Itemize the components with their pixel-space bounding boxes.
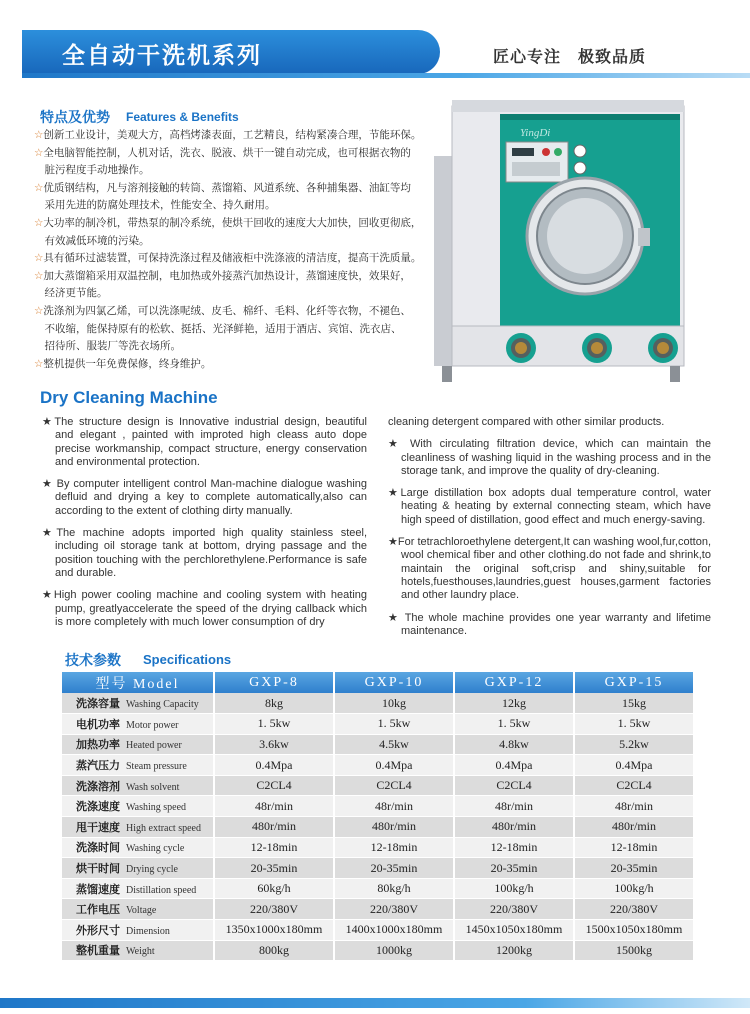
spec-value-cell: 12-18min	[574, 837, 694, 858]
spec-value-cell: 1. 5kw	[574, 714, 694, 735]
star-icon: ☆	[34, 304, 44, 317]
spec-value-cell: C2CL4	[214, 775, 334, 796]
spec-value-cell: 20-35min	[334, 858, 454, 879]
spec-label-en: Wash solvent	[126, 781, 180, 793]
spec-value-cell: 20-35min	[454, 858, 574, 879]
features-list	[34, 127, 434, 373]
table-row	[62, 693, 694, 714]
dry-cleaning-machine-image	[430, 96, 695, 391]
feature-text: 优质钢结构，凡与溶剂接触的转筒、蒸馏箱、风道系统、各种捕集器、油缸等均	[43, 181, 411, 194]
spec-value-cell: 12-18min	[214, 837, 334, 858]
spec-value-cell: 480r/min	[334, 817, 454, 838]
spec-label-cell	[62, 878, 214, 899]
spec-value-cell: 1350x1000x180mm	[214, 920, 334, 941]
features-title-cn: 特点及优势	[40, 110, 110, 126]
table-row	[62, 837, 694, 858]
feature-text: 有效减低环境的污染。	[34, 234, 150, 247]
table-row	[62, 775, 694, 796]
spec-label-cn: 洗涤溶剂	[76, 779, 120, 793]
feature-text: 脏污程度手动地操作。	[34, 164, 150, 177]
spec-header-cell: 型号 Model	[62, 672, 214, 693]
feature-line	[34, 180, 434, 198]
feature-text: 全电脑智能控制，人机对话，洗衣、脱液、烘干一键自动完成，也可根据衣物的	[43, 146, 411, 159]
spec-label-cell	[62, 920, 214, 941]
table-row	[62, 817, 694, 838]
page-title: 全自动干洗机系列	[62, 43, 262, 69]
table-row	[62, 878, 694, 899]
table-row	[62, 940, 694, 961]
spec-value-cell: 220/380V	[574, 899, 694, 920]
table-row	[62, 899, 694, 920]
spec-label-cell	[62, 796, 214, 817]
feature-line	[34, 285, 434, 303]
table-row	[62, 734, 694, 755]
machine-brand: YingDi	[520, 127, 551, 139]
english-paragraph: ★ By computer intelligent control Man-machine dialogue washing defluid and drying a key to complete automatically,also can according to the extent of clothing dirty manually.	[42, 478, 367, 517]
spec-value-cell: 0.4Mpa	[574, 755, 694, 776]
spec-label-cn: 洗涤时间	[76, 841, 120, 855]
english-column-right	[388, 416, 711, 647]
spec-value-cell: 5.2kw	[574, 734, 694, 755]
spec-label-cn: 整机重量	[76, 944, 120, 958]
spec-label-en: Dimension	[126, 925, 170, 937]
star-icon: ☆	[34, 357, 44, 370]
spec-label-cell	[62, 755, 214, 776]
star-icon: ☆	[34, 252, 44, 265]
table-row	[62, 796, 694, 817]
spec-value-cell: 220/380V	[334, 899, 454, 920]
spec-value-cell: 20-35min	[214, 858, 334, 879]
spec-label-cell	[62, 693, 214, 714]
spec-label-cell	[62, 940, 214, 961]
feature-line	[34, 250, 434, 268]
spec-value-cell: 80kg/h	[334, 878, 454, 899]
spec-value-cell: 480r/min	[454, 817, 574, 838]
spec-label-cell	[62, 899, 214, 920]
feature-text: 加大蒸馏箱采用双温控制，电加热或外接蒸汽加热设计，蒸馏速度快，效果好，	[43, 269, 411, 282]
footer-stripe	[0, 998, 750, 1008]
spec-value-cell: 220/380V	[454, 899, 574, 920]
feature-text: 洗涤剂为四氯乙烯，可以洗涤呢绒、皮毛、棉纤、毛料、化纤等衣物，不褪色、	[43, 304, 411, 317]
spec-value-cell: 1500x1050x180mm	[574, 920, 694, 941]
spec-label-cn: 烘干时间	[76, 862, 120, 876]
spec-label-cell	[62, 734, 214, 755]
feature-text: 不收缩，能保持原有的松软、挺括、光泽鲜艳，适用于酒店、宾馆、洗衣店、	[34, 322, 402, 335]
specs-title-cn: 技术参数	[65, 653, 121, 669]
spec-label-cn: 电机功率	[76, 717, 120, 731]
spec-value-cell: 48r/min	[454, 796, 574, 817]
header-stripe	[22, 73, 750, 78]
spec-value-cell: 60kg/h	[214, 878, 334, 899]
english-column-left	[42, 416, 367, 638]
spec-label-en: Washing Capacity	[126, 699, 199, 711]
spec-label-cell	[62, 837, 214, 858]
star-icon: ☆	[34, 129, 44, 141]
english-paragraph: ★The structure design is Innovative industrial design, beautiful and elegant , painted with improted high cleass auto dope precise workmanship, compact structure, energy conservation and environmental protection.	[42, 416, 367, 468]
table-row	[62, 858, 694, 879]
feature-text: 创新工业设计，美观大方，高档烤漆表面，工艺精良，结构紧凑合理，节能环保。	[43, 129, 422, 141]
table-row	[62, 920, 694, 941]
spec-value-cell: 1. 5kw	[334, 714, 454, 735]
feature-line	[34, 356, 434, 374]
spec-value-cell: 4.5kw	[334, 734, 454, 755]
feature-line	[34, 233, 434, 251]
spec-header-cell: GXP-10	[334, 672, 454, 693]
table-row	[62, 714, 694, 735]
spec-value-cell: 4.8kw	[454, 734, 574, 755]
feature-text: 采用先进的防腐处理技术，性能安全、持久耐用。	[34, 199, 276, 212]
feature-text: 整机提供一年免费保修，终身维护。	[43, 357, 212, 370]
spec-label-en: Heated power	[126, 740, 182, 752]
spec-value-cell: 12-18min	[334, 837, 454, 858]
feature-text: 招待所、服装厂等洗衣场所。	[34, 340, 181, 353]
spec-label-cell	[62, 775, 214, 796]
spec-label-en: Drying cycle	[126, 864, 178, 876]
spec-value-cell: 20-35min	[574, 858, 694, 879]
spec-value-cell: 10kg	[334, 693, 454, 714]
spec-label-cn: 工作电压	[76, 903, 120, 917]
english-paragraph: ★ With circulating filtration device, which can maintain the cleanliness of washing liquid in the washing process and in the storage tank, and improve the quality of dry-cleaning.	[388, 438, 711, 477]
table-row	[62, 755, 694, 776]
feature-text: 经济更节能。	[34, 287, 108, 300]
spec-value-cell: 48r/min	[574, 796, 694, 817]
english-paragraph: ★ The whole machine provides one year warranty and lifetime maintenance.	[388, 611, 711, 637]
spec-label-en: Weight	[126, 946, 155, 958]
spec-value-cell: 1500kg	[574, 940, 694, 961]
feature-line	[34, 321, 434, 339]
spec-value-cell: C2CL4	[574, 775, 694, 796]
spec-value-cell: 480r/min	[214, 817, 334, 838]
spec-label-cn: 蒸馏速度	[76, 882, 120, 896]
spec-label-en: Washing cycle	[126, 843, 185, 855]
specs-title-en: Specifications	[143, 652, 232, 667]
header-slogan: 匠心专注 极致品质	[493, 47, 647, 66]
spec-value-cell: 15kg	[574, 693, 694, 714]
spec-value-cell: 100kg/h	[574, 878, 694, 899]
spec-label-cell	[62, 817, 214, 838]
feature-line	[34, 268, 434, 286]
spec-label-cn: 外形尺寸	[76, 923, 120, 937]
spec-value-cell: 48r/min	[214, 796, 334, 817]
feature-line	[34, 162, 434, 180]
english-paragraph: ★Large distillation box adopts dual temperature control, water heating & heating by external connecting steam, which have high speed of distillation, good effect and much energy-saving.	[388, 487, 711, 526]
spec-value-cell: 480r/min	[574, 817, 694, 838]
spec-label-cell	[62, 714, 214, 735]
feature-line	[34, 197, 434, 215]
spec-value-cell: C2CL4	[334, 775, 454, 796]
spec-value-cell: 48r/min	[334, 796, 454, 817]
spec-value-cell: 0.4Mpa	[454, 755, 574, 776]
spec-value-cell: 0.4Mpa	[334, 755, 454, 776]
spec-label-cell	[62, 858, 214, 879]
feature-line	[34, 338, 434, 356]
spec-label-cn: 洗涤速度	[76, 800, 120, 814]
feature-text: 大功率的制冷机，带热泵的制冷系统，使烘干回收的速度大大加快，回收更彻底，	[43, 216, 422, 229]
spec-label-cn: 甩干速度	[76, 820, 120, 834]
spec-value-cell: 1000kg	[334, 940, 454, 961]
feature-line	[34, 303, 434, 321]
spec-label-cn: 蒸汽压力	[76, 759, 120, 773]
spec-value-cell: C2CL4	[454, 775, 574, 796]
spec-value-cell: 1. 5kw	[214, 714, 334, 735]
spec-value-cell: 12-18min	[454, 837, 574, 858]
features-title-en: Features & Benefits	[126, 110, 239, 124]
star-icon: ☆	[34, 146, 44, 159]
specs-table	[62, 672, 695, 961]
spec-label-en: Motor power	[126, 719, 179, 731]
spec-value-cell: 800kg	[214, 940, 334, 961]
spec-label-en: Distillation speed	[126, 884, 197, 896]
spec-label-en: Steam pressure	[126, 761, 187, 773]
english-paragraph: ★The machine adopts imported high quality stainless steel, including oil storage tank at bottom, drying passage and the position touching with the perchlorethylene.Performance is safe and durable.	[42, 527, 367, 579]
spec-value-cell: 100kg/h	[454, 878, 574, 899]
english-paragraph: ★For tetrachloroethylene detergent,It can washing wool,fur,cotton, wool chemical fiber and other clothing.do not fade and shrink,to maintain the original soft,crisp and shiny,suitable for hotels,fuesthouses,laundries,guest houses,garment factories and other laundry place.	[388, 536, 711, 602]
english-paragraph: ★High power cooling machine and cooling system with heating pump, greatlyaccelerate the speed of the drying callback which is more completely with much lower consumption of dry	[42, 589, 367, 628]
feature-line	[34, 215, 434, 233]
spec-label-cn: 加热功率	[76, 738, 120, 752]
star-icon: ☆	[34, 216, 44, 229]
spec-value-cell: 0.4Mpa	[214, 755, 334, 776]
star-icon: ☆	[34, 181, 44, 194]
spec-header-cell: GXP-8	[214, 672, 334, 693]
dry-cleaning-title: Dry Cleaning Machine	[40, 388, 218, 407]
spec-label-cn: 洗涤容量	[76, 697, 120, 711]
spec-label-en: Voltage	[126, 905, 157, 917]
english-paragraph: cleaning detergent compared with other similar products.	[388, 416, 665, 428]
spec-value-cell: 1. 5kw	[454, 714, 574, 735]
spec-value-cell: 1400x1000x180mm	[334, 920, 454, 941]
spec-label-en: Washing speed	[126, 802, 187, 814]
feature-line	[34, 145, 434, 163]
spec-value-cell: 1450x1050x180mm	[454, 920, 574, 941]
spec-header-cell: GXP-15	[574, 672, 694, 693]
spec-value-cell: 8kg	[214, 693, 334, 714]
spec-value-cell: 220/380V	[214, 899, 334, 920]
feature-line	[34, 127, 434, 145]
specs-header-row	[62, 672, 694, 693]
spec-value-cell: 3.6kw	[214, 734, 334, 755]
feature-text: 具有循环过滤装置，可保持洗涤过程及储液柜中洗涤液的清洁度，提高干洗质量。	[43, 252, 422, 265]
spec-value-cell: 1200kg	[454, 940, 574, 961]
star-icon: ☆	[34, 269, 44, 282]
spec-value-cell: 12kg	[454, 693, 574, 714]
spec-label-en: High extract speed	[126, 822, 201, 834]
spec-header-cell: GXP-12	[454, 672, 574, 693]
